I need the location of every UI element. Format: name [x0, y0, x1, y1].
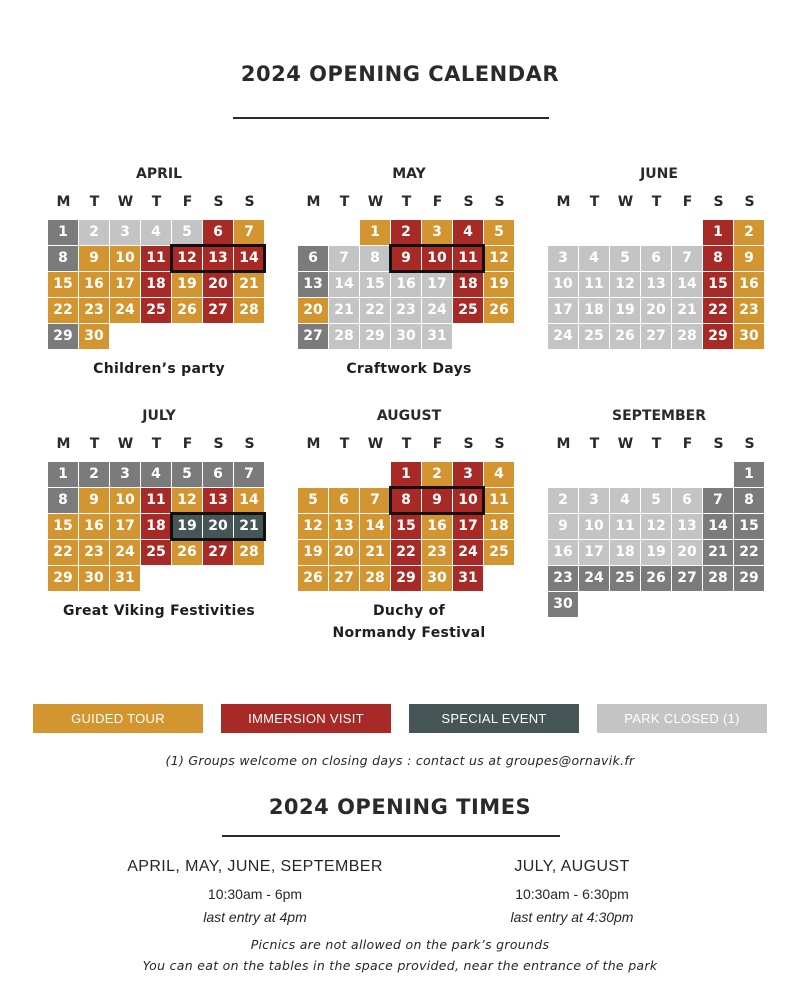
day-cell: 23: [79, 298, 109, 323]
times-last-entry: last entry at 4:30pm: [510, 909, 634, 925]
day-cell: 25: [579, 324, 609, 349]
day-cell: 3: [110, 220, 140, 245]
day-cell: 23: [422, 540, 452, 565]
weekday-label: S: [713, 436, 724, 452]
day-cell: 27: [641, 324, 671, 349]
groups-footnote: (1) Groups welcome on closing days : contact us at groupes@ornavik.fr: [165, 753, 635, 768]
day-cell: 2: [422, 462, 452, 487]
day-cell: 30: [391, 324, 421, 349]
weekday-label: T: [89, 194, 100, 210]
day-cell: 1: [734, 462, 764, 487]
weekday-label: T: [401, 194, 412, 210]
weekday-label: F: [182, 436, 193, 452]
day-cell: 3: [422, 220, 452, 245]
day-cell: 12: [610, 272, 640, 297]
legend-special-event: SPECIAL EVENT: [409, 704, 579, 733]
day-cell: 15: [734, 514, 764, 539]
day-cell: 29: [703, 324, 733, 349]
day-cell: 18: [610, 540, 640, 565]
day-cell: 24: [579, 566, 609, 591]
day-cell: 7: [329, 246, 359, 271]
day-cell: 25: [141, 540, 171, 565]
day-cell: 27: [329, 566, 359, 591]
day-cell: 3: [548, 246, 578, 271]
weekday-label: S: [213, 194, 224, 210]
day-cell: 21: [672, 298, 702, 323]
day-cell: 23: [391, 298, 421, 323]
day-cell: 11: [484, 488, 514, 513]
day-cell: 12: [641, 514, 671, 539]
day-cell: 18: [453, 272, 483, 297]
day-cell: 4: [141, 220, 171, 245]
event-caption-line: Craftwork Days: [346, 361, 472, 377]
weekday-label: M: [556, 436, 571, 452]
day-cell: 28: [360, 566, 390, 591]
day-cell: 22: [360, 298, 390, 323]
weekday-label: S: [744, 436, 755, 452]
day-cell: 5: [298, 488, 328, 513]
day-cell: 3: [453, 462, 483, 487]
day-cell: 13: [203, 488, 233, 513]
event-highlight: [170, 244, 266, 273]
picnic-note: Picnics are not allowed on the park’s grounds: [250, 937, 550, 952]
day-cell: 23: [79, 540, 109, 565]
weekday-label: F: [432, 436, 443, 452]
day-cell: 22: [734, 540, 764, 565]
day-cell: 4: [484, 462, 514, 487]
day-cell: 3: [110, 462, 140, 487]
day-cell: 16: [79, 514, 109, 539]
weekday-label: S: [713, 194, 724, 210]
event-caption: [48, 600, 270, 622]
title-divider: [233, 117, 549, 119]
day-cell: 21: [703, 540, 733, 565]
day-cell: 23: [548, 566, 578, 591]
day-cell: 29: [48, 566, 78, 591]
weekday-label: T: [151, 436, 162, 452]
day-cell: 19: [610, 298, 640, 323]
day-cell: 28: [234, 298, 264, 323]
weekday-label: M: [306, 436, 321, 452]
times-last-entry: last entry at 4pm: [203, 909, 307, 925]
day-cell: 15: [48, 514, 78, 539]
day-cell: 6: [203, 220, 233, 245]
day-cell: 20: [203, 272, 233, 297]
day-cell: 30: [79, 566, 109, 591]
weekday-label: M: [56, 194, 71, 210]
month-name: APRIL: [135, 166, 182, 182]
day-cell: 16: [422, 514, 452, 539]
day-cell: 3: [579, 488, 609, 513]
day-cell: 29: [360, 324, 390, 349]
day-cell: 1: [391, 462, 421, 487]
day-cell: 17: [548, 298, 578, 323]
day-cell: 9: [391, 246, 421, 271]
day-cell: 18: [579, 298, 609, 323]
day-cell: 24: [422, 298, 452, 323]
day-cell: 27: [672, 566, 702, 591]
day-cell: 6: [298, 246, 328, 271]
day-cell: 26: [484, 298, 514, 323]
day-cell: 27: [203, 298, 233, 323]
day-cell: 31: [422, 324, 452, 349]
day-cell: 25: [453, 298, 483, 323]
day-cell: 13: [672, 514, 702, 539]
legend-guided-tour: GUIDED TOUR: [33, 704, 203, 733]
weekday-label: T: [339, 436, 350, 452]
day-cell: 2: [79, 462, 109, 487]
day-cell: 8: [734, 488, 764, 513]
weekday-label: S: [463, 436, 474, 452]
day-cell: 15: [703, 272, 733, 297]
day-cell: 12: [484, 246, 514, 271]
weekday-label: T: [339, 194, 350, 210]
day-cell: 19: [172, 272, 202, 297]
day-cell: 8: [48, 246, 78, 271]
month-name: JULY: [142, 408, 176, 424]
day-cell: 19: [641, 540, 671, 565]
day-cell: 14: [329, 272, 359, 297]
day-cell: 24: [548, 324, 578, 349]
month-name: JUNE: [640, 166, 678, 182]
day-cell: 5: [641, 488, 671, 513]
event-highlight: [389, 486, 485, 515]
day-cell: 25: [610, 566, 640, 591]
legend-park-closed: PARK CLOSED (1): [597, 704, 767, 733]
day-cell: 25: [484, 540, 514, 565]
day-cell: 9: [79, 488, 109, 513]
day-cell: 14: [703, 514, 733, 539]
day-cell: 26: [298, 566, 328, 591]
day-cell: 8: [360, 246, 390, 271]
day-cell: 28: [234, 540, 264, 565]
day-cell: 18: [484, 514, 514, 539]
event-caption-line: Children’s party: [93, 361, 225, 377]
day-cell: 16: [734, 272, 764, 297]
day-cell: 7: [703, 488, 733, 513]
day-cell: 24: [110, 540, 140, 565]
day-cell: 10: [110, 488, 140, 513]
calendar-title: 2024 OPENING CALENDAR: [240, 62, 560, 86]
day-cell: 5: [172, 462, 202, 487]
day-cell: 7: [672, 246, 702, 271]
day-cell: 16: [391, 272, 421, 297]
day-cell: 21: [360, 540, 390, 565]
day-cell: 21: [234, 514, 264, 539]
day-cell: 20: [672, 540, 702, 565]
day-cell: 25: [141, 298, 171, 323]
day-cell: 19: [298, 540, 328, 565]
day-cell: 10: [548, 272, 578, 297]
weekday-label: T: [589, 194, 600, 210]
day-cell: 30: [422, 566, 452, 591]
day-cell: 9: [548, 514, 578, 539]
weekday-label: S: [744, 194, 755, 210]
day-cell: 26: [641, 566, 671, 591]
day-cell: 5: [484, 220, 514, 245]
day-cell: 7: [360, 488, 390, 513]
day-cell: 19: [172, 514, 202, 539]
day-cell: 6: [672, 488, 702, 513]
event-caption: [298, 358, 520, 380]
day-cell: 1: [48, 220, 78, 245]
day-cell: 22: [391, 540, 421, 565]
day-cell: 1: [703, 220, 733, 245]
day-cell: 29: [48, 324, 78, 349]
times-hours: 10:30am - 6pm: [207, 886, 303, 902]
day-cell: 12: [172, 488, 202, 513]
day-cell: 13: [298, 272, 328, 297]
day-cell: 2: [548, 488, 578, 513]
weekday-label: W: [367, 436, 384, 452]
day-cell: 26: [172, 298, 202, 323]
event-caption: [298, 600, 520, 644]
day-cell: 14: [234, 246, 264, 271]
weekday-label: F: [682, 194, 693, 210]
day-cell: 1: [360, 220, 390, 245]
day-cell: 11: [579, 272, 609, 297]
weekday-label: S: [213, 436, 224, 452]
weekday-label: T: [651, 194, 662, 210]
day-cell: 9: [79, 246, 109, 271]
day-cell: 15: [360, 272, 390, 297]
times-title: 2024 OPENING TIMES: [268, 795, 532, 819]
day-cell: 9: [734, 246, 764, 271]
day-cell: 30: [548, 592, 578, 617]
day-cell: 1: [48, 462, 78, 487]
day-cell: 10: [422, 246, 452, 271]
day-cell: 4: [610, 488, 640, 513]
event-highlight: [389, 244, 485, 273]
day-cell: 12: [298, 514, 328, 539]
day-cell: 5: [610, 246, 640, 271]
weekday-label: S: [244, 194, 255, 210]
day-cell: 7: [234, 220, 264, 245]
day-cell: 16: [79, 272, 109, 297]
day-cell: 27: [203, 540, 233, 565]
day-cell: 21: [234, 272, 264, 297]
day-cell: 9: [422, 488, 452, 513]
day-cell: 20: [203, 514, 233, 539]
weekday-label: W: [117, 436, 134, 452]
day-cell: 20: [641, 298, 671, 323]
event-highlight: [170, 512, 266, 541]
day-cell: 18: [141, 514, 171, 539]
day-cell: 22: [703, 298, 733, 323]
weekday-label: F: [182, 194, 193, 210]
day-cell: 22: [48, 298, 78, 323]
day-cell: 5: [172, 220, 202, 245]
weekday-label: W: [617, 436, 634, 452]
day-cell: 13: [203, 246, 233, 271]
day-cell: 18: [141, 272, 171, 297]
day-cell: 24: [453, 540, 483, 565]
day-cell: 17: [579, 540, 609, 565]
day-cell: 26: [172, 540, 202, 565]
day-cell: 2: [79, 220, 109, 245]
weekday-label: T: [89, 436, 100, 452]
times-column-regular: [105, 858, 405, 929]
day-cell: 8: [48, 488, 78, 513]
weekday-label: M: [56, 436, 71, 452]
day-cell: 20: [329, 540, 359, 565]
weekday-label: T: [651, 436, 662, 452]
weekday-label: F: [682, 436, 693, 452]
day-cell: 28: [672, 324, 702, 349]
day-cell: 11: [453, 246, 483, 271]
weekday-label: M: [306, 194, 321, 210]
day-cell: 31: [110, 566, 140, 591]
event-caption-line: Great Viking Festivities: [62, 603, 256, 619]
day-cell: 28: [329, 324, 359, 349]
day-cell: 7: [234, 462, 264, 487]
day-cell: 16: [548, 540, 578, 565]
legend-immersion-visit: IMMERSION VISIT: [221, 704, 391, 733]
day-cell: 8: [391, 488, 421, 513]
day-cell: 30: [79, 324, 109, 349]
day-cell: 11: [141, 488, 171, 513]
day-cell: 10: [579, 514, 609, 539]
day-cell: 8: [703, 246, 733, 271]
day-cell: 21: [329, 298, 359, 323]
times-hours: 10:30am - 6:30pm: [515, 886, 629, 902]
weekday-label: W: [367, 194, 384, 210]
day-cell: 24: [110, 298, 140, 323]
times-months: APRIL, MAY, JUNE, SEPTEMBER: [127, 858, 383, 875]
day-cell: 17: [422, 272, 452, 297]
event-caption-line: Normandy Festival: [332, 625, 486, 641]
day-cell: 11: [141, 246, 171, 271]
day-cell: 2: [734, 220, 764, 245]
day-cell: 29: [391, 566, 421, 591]
event-caption-line: Duchy of: [373, 603, 445, 619]
times-months: JULY, AUGUST: [514, 858, 630, 875]
day-cell: 23: [734, 298, 764, 323]
day-cell: 14: [672, 272, 702, 297]
day-cell: 29: [734, 566, 764, 591]
day-cell: 14: [360, 514, 390, 539]
day-cell: 2: [391, 220, 421, 245]
day-cell: 15: [48, 272, 78, 297]
day-cell: 22: [48, 540, 78, 565]
month-name: MAY: [392, 166, 426, 182]
day-cell: 15: [391, 514, 421, 539]
day-cell: 6: [641, 246, 671, 271]
times-divider: [222, 835, 560, 837]
day-cell: 10: [453, 488, 483, 513]
day-cell: 27: [298, 324, 328, 349]
day-cell: 28: [703, 566, 733, 591]
weekday-label: W: [117, 194, 134, 210]
weekday-label: M: [556, 194, 571, 210]
day-cell: 13: [329, 514, 359, 539]
day-cell: 31: [453, 566, 483, 591]
month-name: SEPTEMBER: [612, 408, 706, 424]
day-cell: 19: [484, 272, 514, 297]
day-cell: 20: [298, 298, 328, 323]
day-cell: 4: [453, 220, 483, 245]
day-cell: 4: [579, 246, 609, 271]
day-cell: 6: [203, 462, 233, 487]
day-cell: 11: [610, 514, 640, 539]
day-cell: 17: [110, 272, 140, 297]
day-cell: 10: [110, 246, 140, 271]
day-cell: 4: [141, 462, 171, 487]
weekday-label: T: [151, 194, 162, 210]
day-cell: 12: [172, 246, 202, 271]
day-cell: 14: [234, 488, 264, 513]
day-cell: 17: [110, 514, 140, 539]
weekday-label: T: [589, 436, 600, 452]
weekday-label: S: [463, 194, 474, 210]
weekday-label: W: [617, 194, 634, 210]
weekday-label: T: [401, 436, 412, 452]
day-cell: 17: [453, 514, 483, 539]
weekday-label: F: [432, 194, 443, 210]
tables-note: You can eat on the tables in the space provided, near the entrance of the park: [142, 958, 658, 973]
day-cell: 30: [734, 324, 764, 349]
day-cell: 6: [329, 488, 359, 513]
weekday-label: S: [494, 194, 505, 210]
times-column-summer: [457, 858, 687, 929]
event-caption: [48, 358, 270, 380]
weekday-label: S: [494, 436, 505, 452]
day-cell: 26: [610, 324, 640, 349]
day-cell: 13: [641, 272, 671, 297]
month-name: AUGUST: [376, 408, 442, 424]
weekday-label: S: [244, 436, 255, 452]
